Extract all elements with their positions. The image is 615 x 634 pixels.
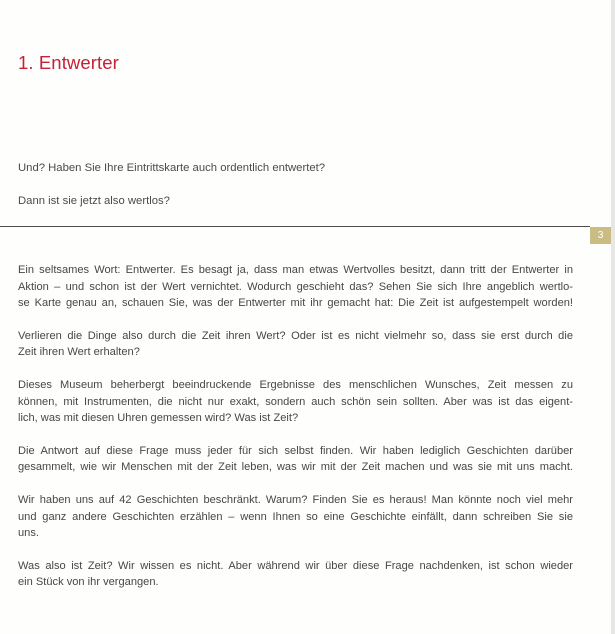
text-line: Wir haben uns auf 42 Geschichten beschränkt. Warum? Finden Sie es heraus! Man könnte noch viel mehr: [18, 493, 573, 506]
text-line: Ein seltsames Wort: Entwerter. Es besagt ja, dass man etwas Wertvolles besitzt, dann tritt der Entwerter in: [18, 264, 573, 276]
text-line: Zeit ihren Wert erhalten?: [18, 346, 140, 359]
paragraph: [18, 443, 573, 476]
paragraph: [18, 558, 573, 591]
paragraph: [18, 328, 573, 361]
paragraph: [18, 262, 573, 312]
page-edge: [611, 0, 615, 634]
text-line: können, mit Instrumenten, die nicht nur exakt, sondern auch schön sein sollten. Aber was ist das eigent-: [18, 395, 573, 408]
text-line: Die Antwort auf diese Frage muss jeder für sich selbst finden. Wir haben lediglich Geschichten darüber: [18, 444, 573, 457]
text-line: ein Stück von ihr vergangen.: [18, 576, 159, 589]
intro-followup: Dann ist sie jetzt also wertlos?: [18, 195, 170, 207]
text-line: gesammelt, wie wir Menschen mit der Zeit leben, was wir mit der Zeit machen und was sie mit uns macht.: [18, 461, 573, 474]
body-text: [18, 262, 573, 607]
text-line: uns.: [18, 527, 39, 540]
paragraph: [18, 377, 573, 427]
chapter-title: 1. Entwerter: [18, 52, 119, 73]
text-line: se Karte genau an, schauen Sie, was der Entwerter mit ihr gemacht hat: Die Zeit ist aufgestempelt worden!: [18, 297, 573, 310]
text-line: Dieses Museum beherbergt beeindruckende Ergebnisse des menschlichen Wunsches, Zeit messen zu: [18, 378, 573, 391]
text-line: Aktion – und schon ist der Wert vernichtet. Wodurch geschieht das? Sehen Sie sich Ihre angeblich wertlo-: [18, 280, 573, 293]
section-divider: [0, 226, 590, 227]
text-line: und ganz andere Geschichten erzählen – wenn Ihnen so eine Geschichte einfällt, dann schreiben Sie sie: [18, 510, 573, 523]
intro-question: Und? Haben Sie Ihre Eintrittskarte auch ordentlich entwertet?: [18, 162, 326, 174]
paragraph: [18, 492, 573, 542]
text-line: Was also ist Zeit? Wir wissen es nicht. Aber während wir über diese Frage nachdenken, ist schon wieder: [18, 559, 573, 572]
text-line: lich, was mit diesen Uhren gemessen wird? Was ist Zeit?: [18, 412, 299, 425]
page-number-tab: 3: [590, 227, 611, 244]
text-line: Verlieren die Dinge also durch die Zeit ihren Wert? Oder ist es nicht vielmehr so, dass sie erst durch die: [18, 329, 573, 342]
